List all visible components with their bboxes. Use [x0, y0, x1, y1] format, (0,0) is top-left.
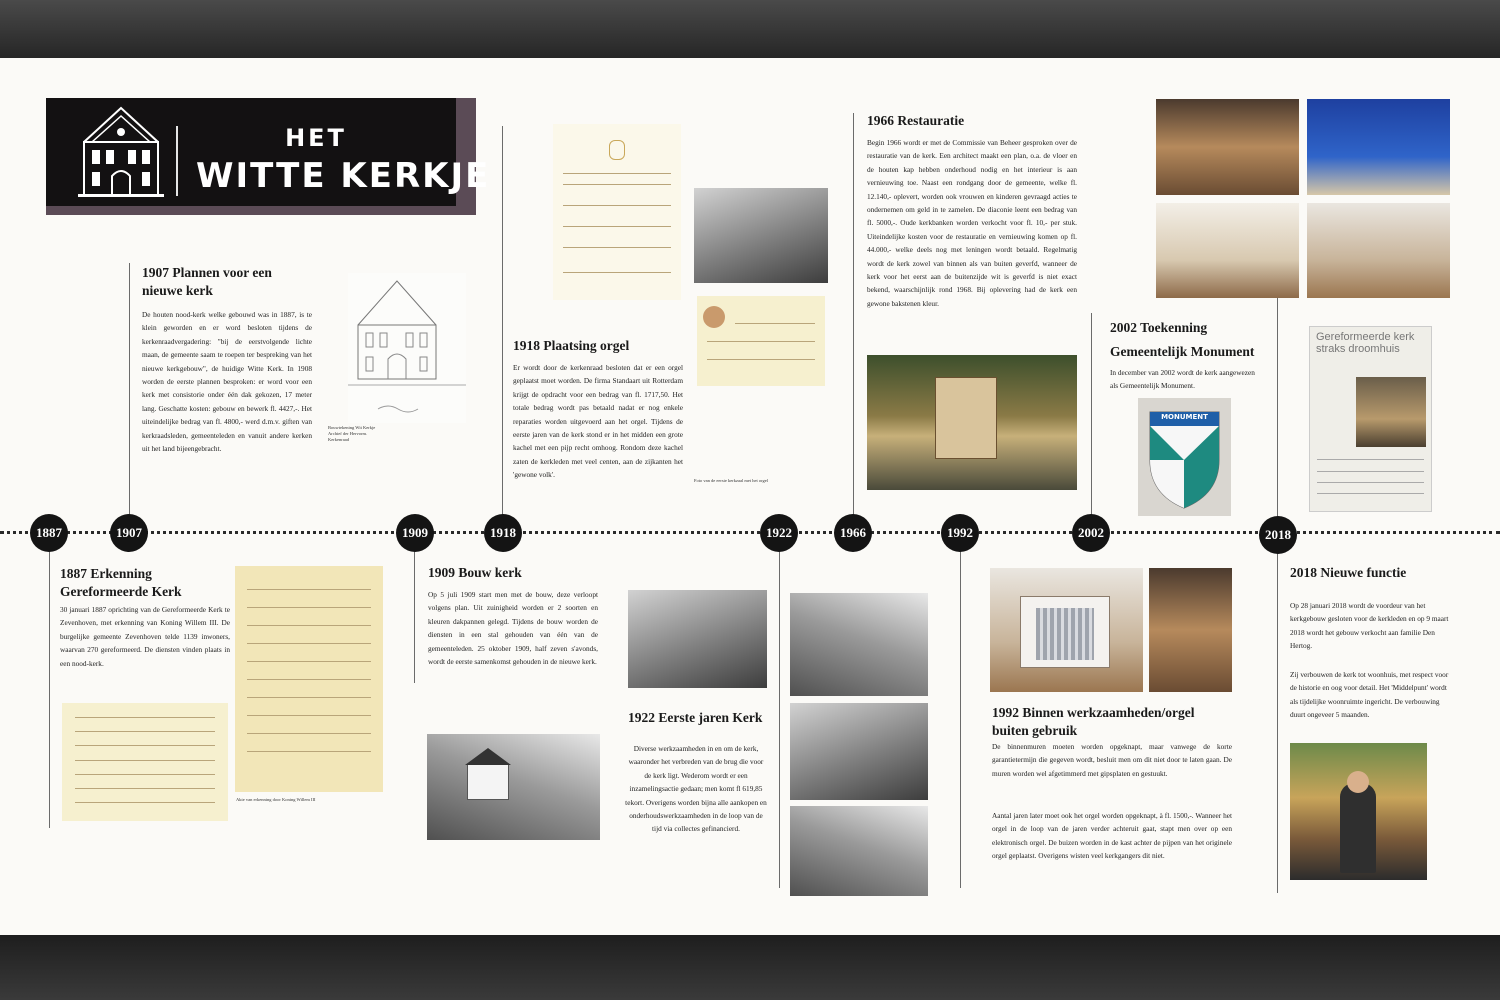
section-title-1992: 1992 Binnen werkzaamheden/orgel buiten gebruik — [992, 705, 1195, 738]
year-badge-2002: 2002 — [1072, 514, 1110, 552]
church-drawing-1907 — [348, 273, 466, 423]
year-badge-1909: 1909 — [396, 514, 434, 552]
timeline-poster — [0, 58, 1500, 935]
section-title-1907: 1907 Plannen voor een nieuwe kerk — [142, 265, 272, 298]
section-text-1966: Begin 1966 wordt er met de Commissie van Beheer gesproken over de restauratie van de kerk. Een architect maakt een plan, o.a. de vloer en de houten kap hebben onderhoud nodig en het interieur is aan vernieuwing toe. Naast een rondgang door de gemeente, welke fl. 12.140,- oplevert, worden ook vrouwen en kinderen gevraagd acties te ondernemen om geld in te zamelen. De diaconie leent een bedrag van fl. 5000,-. Oude kerkbanken worden verkocht voor fl. 10,- per stuk. Uiteindelijke kosten voor de restauratie en vernieuwing komen op fl. 44.000,- welke deels nog met leningen wordt betaald. Regelmatig wordt de kerk zowel van binnen als van buiten geverfd, wanneer de kerk voor het eerst aan de buitenzijde wit is geverfd is niet exact bekend, waarschijnlijk rond 1968. Bij oplevering had de kerk een gewone bakstenen kleur. — [867, 138, 1077, 308]
church-hall-chandelier-photo — [1149, 568, 1232, 692]
church-street-photo-3 — [790, 806, 928, 896]
section-title-1909: 1909 Bouw kerk — [428, 565, 522, 580]
section-text-1992-a: De binnenmuren moeten worden opgeknapt, maar vanwege de korte garantietermijn die gegeven wordt, besluit men om dit niet door te laten gaan. De muren worden wel afgetimmerd met gipsplaten en gestuukt. — [992, 742, 1232, 778]
interior-pews-photo — [1156, 99, 1299, 195]
monument-shield-photo — [1138, 398, 1231, 516]
interior-chandelier-photo — [1156, 203, 1299, 298]
section-title-1922: 1922 Eerste jaren Kerk — [628, 710, 763, 725]
organ-receipt-document — [697, 296, 825, 386]
church-street-photo-1 — [790, 593, 928, 696]
connector-1922 — [779, 548, 780, 888]
section-title-1887: 1887 Erkenning Gereformeerde Kerk — [60, 566, 182, 599]
bridge-photo — [628, 590, 767, 688]
section-text-1887: 30 januari 1887 oprichting van de Gereformeerde Kerk te Zevenhoven, met erkenning van Koning Willem III. De burgelijke gemeente Zevenhoven telde 1139 inwoners, waarvan 270 gereformeerd. De diensten vinden plaats in een nood-kerk. — [60, 605, 230, 668]
new-owners-photo — [1290, 743, 1427, 880]
section-text-2002: In december van 2002 wordt de kerk aangewezen als Gemeentelijk Monument. — [1110, 368, 1255, 391]
interior-blue-door-photo — [1307, 99, 1450, 195]
bottom-frame-border — [0, 935, 1500, 1000]
church-construction-photo — [427, 734, 600, 840]
header-title-line1: HET — [285, 124, 347, 152]
organ-pipes-photo — [990, 568, 1143, 692]
church-interior-organ-photo — [694, 188, 828, 283]
connector-2018 — [1277, 548, 1278, 893]
section-title-1966: 1966 Restauratie — [867, 113, 965, 128]
section-text-2018-a: Op 28 januari 2018 wordt de voordeur van het kerkgebouw gesloten voor de kerkleden en op 9 maart 2018 wordt het gebouw verkocht aan familie Den Hertog. — [1290, 601, 1449, 651]
year-badge-2018: 2018 — [1259, 516, 1297, 554]
royal-decree-caption: Akte van erkenning door Koning Willem III — [236, 797, 316, 802]
header-title-line2: WITTE KERKJE — [196, 156, 491, 196]
section-title-2002: 2002 Toekenning Gemeentelijk Monument — [1110, 320, 1255, 359]
handwritten-ledger-image — [62, 703, 228, 821]
section-text-1992-b: Aantal jaren later moet ook het orgel worden opgeknapt, à fl. 1500,-. Wanneer het orgel in de loop van de jaren verder achteruit gaat, stapt men over op een elektronisch orgel. De buizen worden in de kast achter de pijpen van het originele orgel geplaatst. Overigens wisten veel kerkgangers dit niet. — [992, 811, 1232, 861]
interior-hall-photo — [1307, 203, 1450, 298]
royal-decree-document — [235, 566, 383, 792]
church-logo-icon — [78, 106, 164, 198]
connector-1909 — [414, 548, 415, 683]
section-title-2018: 2018 Nieuwe functie — [1290, 565, 1407, 580]
year-badge-1907: 1907 — [110, 514, 148, 552]
section-text-1907: De houten nood-kerk welke gebouwd was in 1887, is te klein geworden en er word besloten tijdens de kerkenraadvergadering: "bij de eerstvolgende lichte maan, de gemeente saam te roepen ter bespreking van het nieuwe kerkgebouw", de huidige Witte Kerk. In 1908 worden de eerste plannen besproken: er word voor een kerk met consistorie onder één dak gekozen, 17 meter lang. Geschatte kosten: gebouw en bewerk fl. 4427,-. Het uiteindelijke bedrag van fl. 4800,- werd d.m.v. giften van kerkraadsleden, gemeenteleden en vanuit andere kerken uit het land bijeengebracht. — [142, 310, 312, 454]
organ-photo-caption: Foto van de eerste kerkzaal met het orgel — [694, 478, 769, 483]
connector-1966 — [853, 113, 854, 518]
section-title-1918: 1918 Plaatsing orgel — [513, 338, 630, 353]
year-badge-1918: 1918 — [484, 514, 522, 552]
connector-2002 — [1091, 313, 1092, 518]
church-street-photo-2 — [790, 703, 928, 800]
header-divider — [176, 126, 178, 196]
connector-1907 — [129, 263, 130, 518]
newspaper-clipping — [1309, 326, 1432, 512]
top-frame-border — [0, 0, 1500, 58]
year-badge-1992: 1992 — [941, 514, 979, 552]
section-text-1918: Er wordt door de kerkenraad besloten dat er een orgel geplaatst moet worden. De firma Standaart uit Rotterdam krijgt de opdracht voor een bedrag van fl. 1717,50. Het totale bedrag wordt pas betaald nadat er nog enkele reparaties worden uitgevoerd aan het orgel. Tijdens de eerste jaren van de kerk stond er in het midden een grote kachel met een pijp recht omhoog. Rondom deze kachel zaten de kerkleden met veel centen, aan de zijkanten het 'gewone volk'. — [513, 363, 683, 480]
connector-1918 — [502, 126, 503, 518]
drawing-caption-1907: Bouwtekening Wit Kerkje Archief der Hervorm. Kerkenraad — [328, 425, 376, 442]
organ-contract-document — [553, 124, 681, 300]
year-badge-1966: 1966 — [834, 514, 872, 552]
section-text-2018-b: Zij verbouwen de kerk tot woonhuis, met respect voor de historie en oog voor detail. Het 'Middelpunt' wordt als tijdelijke woonruimte ingericht. De verbouwing duurt ongeveer 5 maanden. — [1290, 670, 1449, 720]
monument-shield-text: MONUMENT — [1161, 413, 1208, 421]
restoration-scaffolding-photo — [867, 355, 1077, 490]
section-text-1909: Op 5 juli 1909 start men met de bouw, deze verloopt volgens plan. Uit zuinigheid worden er 2 soorten en kleuren dakpannen gelegd. Tijdens de bouw worden de diensten in een stal gehouden van één van de gemeenteleden. 25 oktober 1909, half zeven s'avonds, wordt de eerste samenkomst gehouden in de nieuwe kerk. — [428, 590, 598, 667]
connector-2018-top — [1277, 298, 1278, 518]
section-text-1922: Diverse werkzaamheden in en om de kerk, waaronder het verbreden van de brug die voor de kerk ligt. Wederom wordt er een inzamelingsactie gedaan; men komt fl 619,85 tekort. Overigens worden bijna alle aankopen en onderhoudswerkzaamheden in de loop van de tijd via collectes gefinancierd. — [625, 744, 767, 834]
newspaper-headline: Gereformeerde kerk straks droomhuis — [1316, 331, 1415, 355]
connector-1887 — [49, 548, 50, 828]
year-badge-1922: 1922 — [760, 514, 798, 552]
connector-1992 — [960, 548, 961, 888]
year-badge-1887: 1887 — [30, 514, 68, 552]
